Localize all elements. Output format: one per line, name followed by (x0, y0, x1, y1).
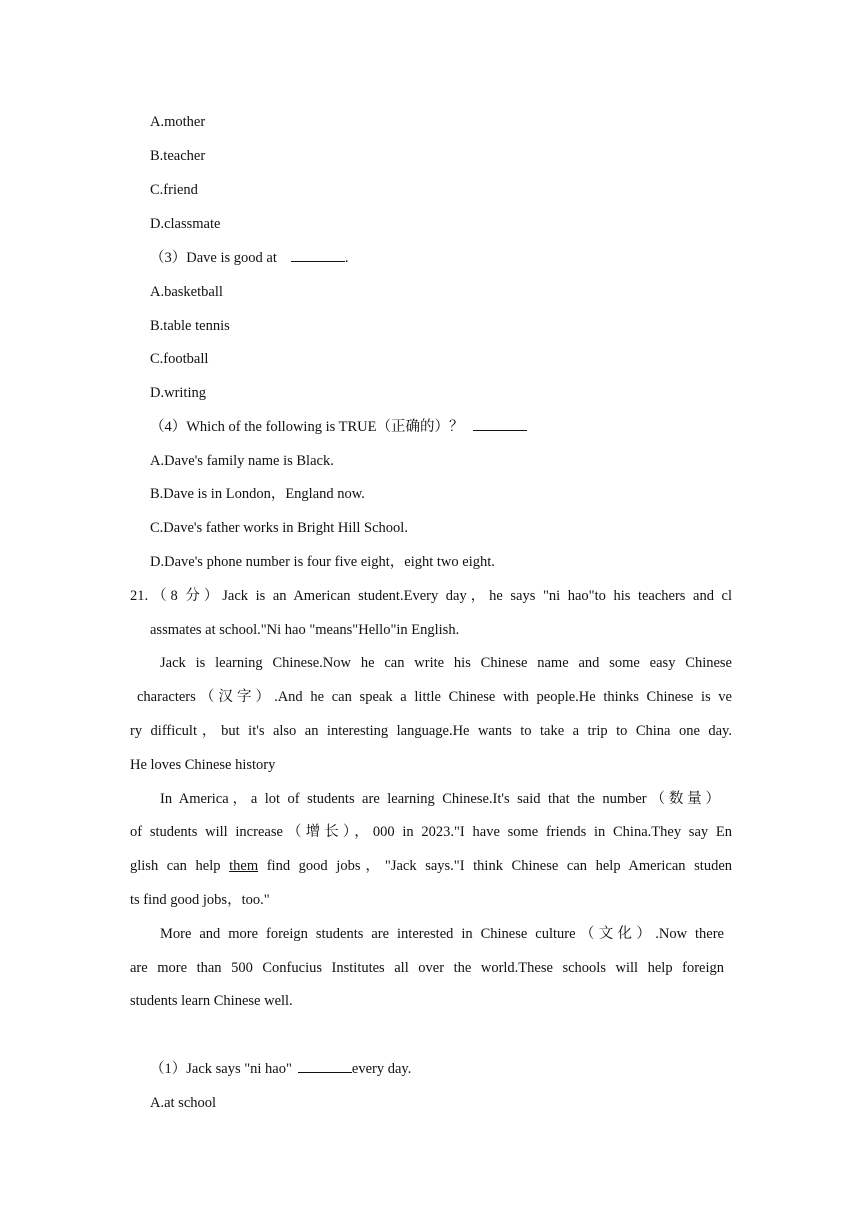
passage-text: glish can help (130, 858, 221, 874)
option-d: D.classmate (150, 216, 221, 232)
option-a: A.basketball (150, 284, 223, 300)
option-c: C.football (150, 351, 209, 367)
passage-line: In America，a lot of students are learning Chinese.It's said that the number（数量） (160, 791, 720, 807)
passage-line (130, 857, 732, 875)
passage-line: ry difficult，but it's also an interesting language.He wants to take a trip to China one day. (130, 723, 732, 739)
option-d: D.Dave's phone number is four five eight，eight two eight. (150, 554, 495, 570)
option-a: A.Dave's family name is Black. (150, 453, 334, 469)
passage-text: find good jobs，"Jack says."I think Chinese can help American studen (266, 858, 732, 874)
option-b: B.teacher (150, 148, 206, 164)
option-b: B.table tennis (150, 318, 230, 334)
passage-line: are more than 500 Confucius Institutes all over the world.These schools will help foreign (130, 960, 724, 976)
passage-line: characters（汉字）.And he can speak a little Chinese with people.He thinks Chinese is ve (137, 689, 732, 705)
question-3-end: . (344, 250, 349, 266)
passage-line: ts find good jobs，too." (130, 892, 270, 908)
option-b: B.Dave is in London，England now. (150, 486, 365, 502)
question-4 (150, 418, 527, 436)
option-a: A.at school (150, 1095, 217, 1111)
question-1-stem: （1）Jack says "ni hao" (150, 1061, 292, 1077)
question-21-header: 21.（8 分）Jack is an American student.Every day，he says "ni hao"to his teachers and cl (130, 588, 732, 604)
option-c: C.friend (150, 182, 198, 198)
answer-blank (298, 1060, 352, 1073)
answer-blank (291, 249, 345, 262)
option-d: D.writing (150, 385, 206, 401)
question-1-end: every day. (351, 1061, 412, 1077)
question-3 (150, 249, 348, 267)
underlined-word: them (229, 858, 259, 874)
passage-line: He loves Chinese history (130, 757, 276, 773)
question-21-header-cont: assmates at school."Ni hao "means"Hello"in English. (150, 622, 460, 638)
passage-line: More and more foreign students are interested in Chinese culture（文化）.Now there (160, 926, 724, 942)
question-21-1 (150, 1060, 411, 1078)
question-3-stem: （3）Dave is good at (150, 250, 277, 266)
option-c: C.Dave's father works in Bright Hill School. (150, 520, 408, 536)
passage-line: Jack is learning Chinese.Now he can write his Chinese name and some easy Chinese (160, 655, 732, 671)
answer-blank (473, 418, 527, 431)
question-4-stem: （4）Which of the following is TRUE（正确的）？ (150, 419, 464, 435)
passage-line: students learn Chinese well. (130, 993, 293, 1009)
option-a: A.mother (150, 114, 206, 130)
passage-line: of students will increase（增长），000 in 2023."I have some friends in China.They say En (130, 824, 732, 840)
